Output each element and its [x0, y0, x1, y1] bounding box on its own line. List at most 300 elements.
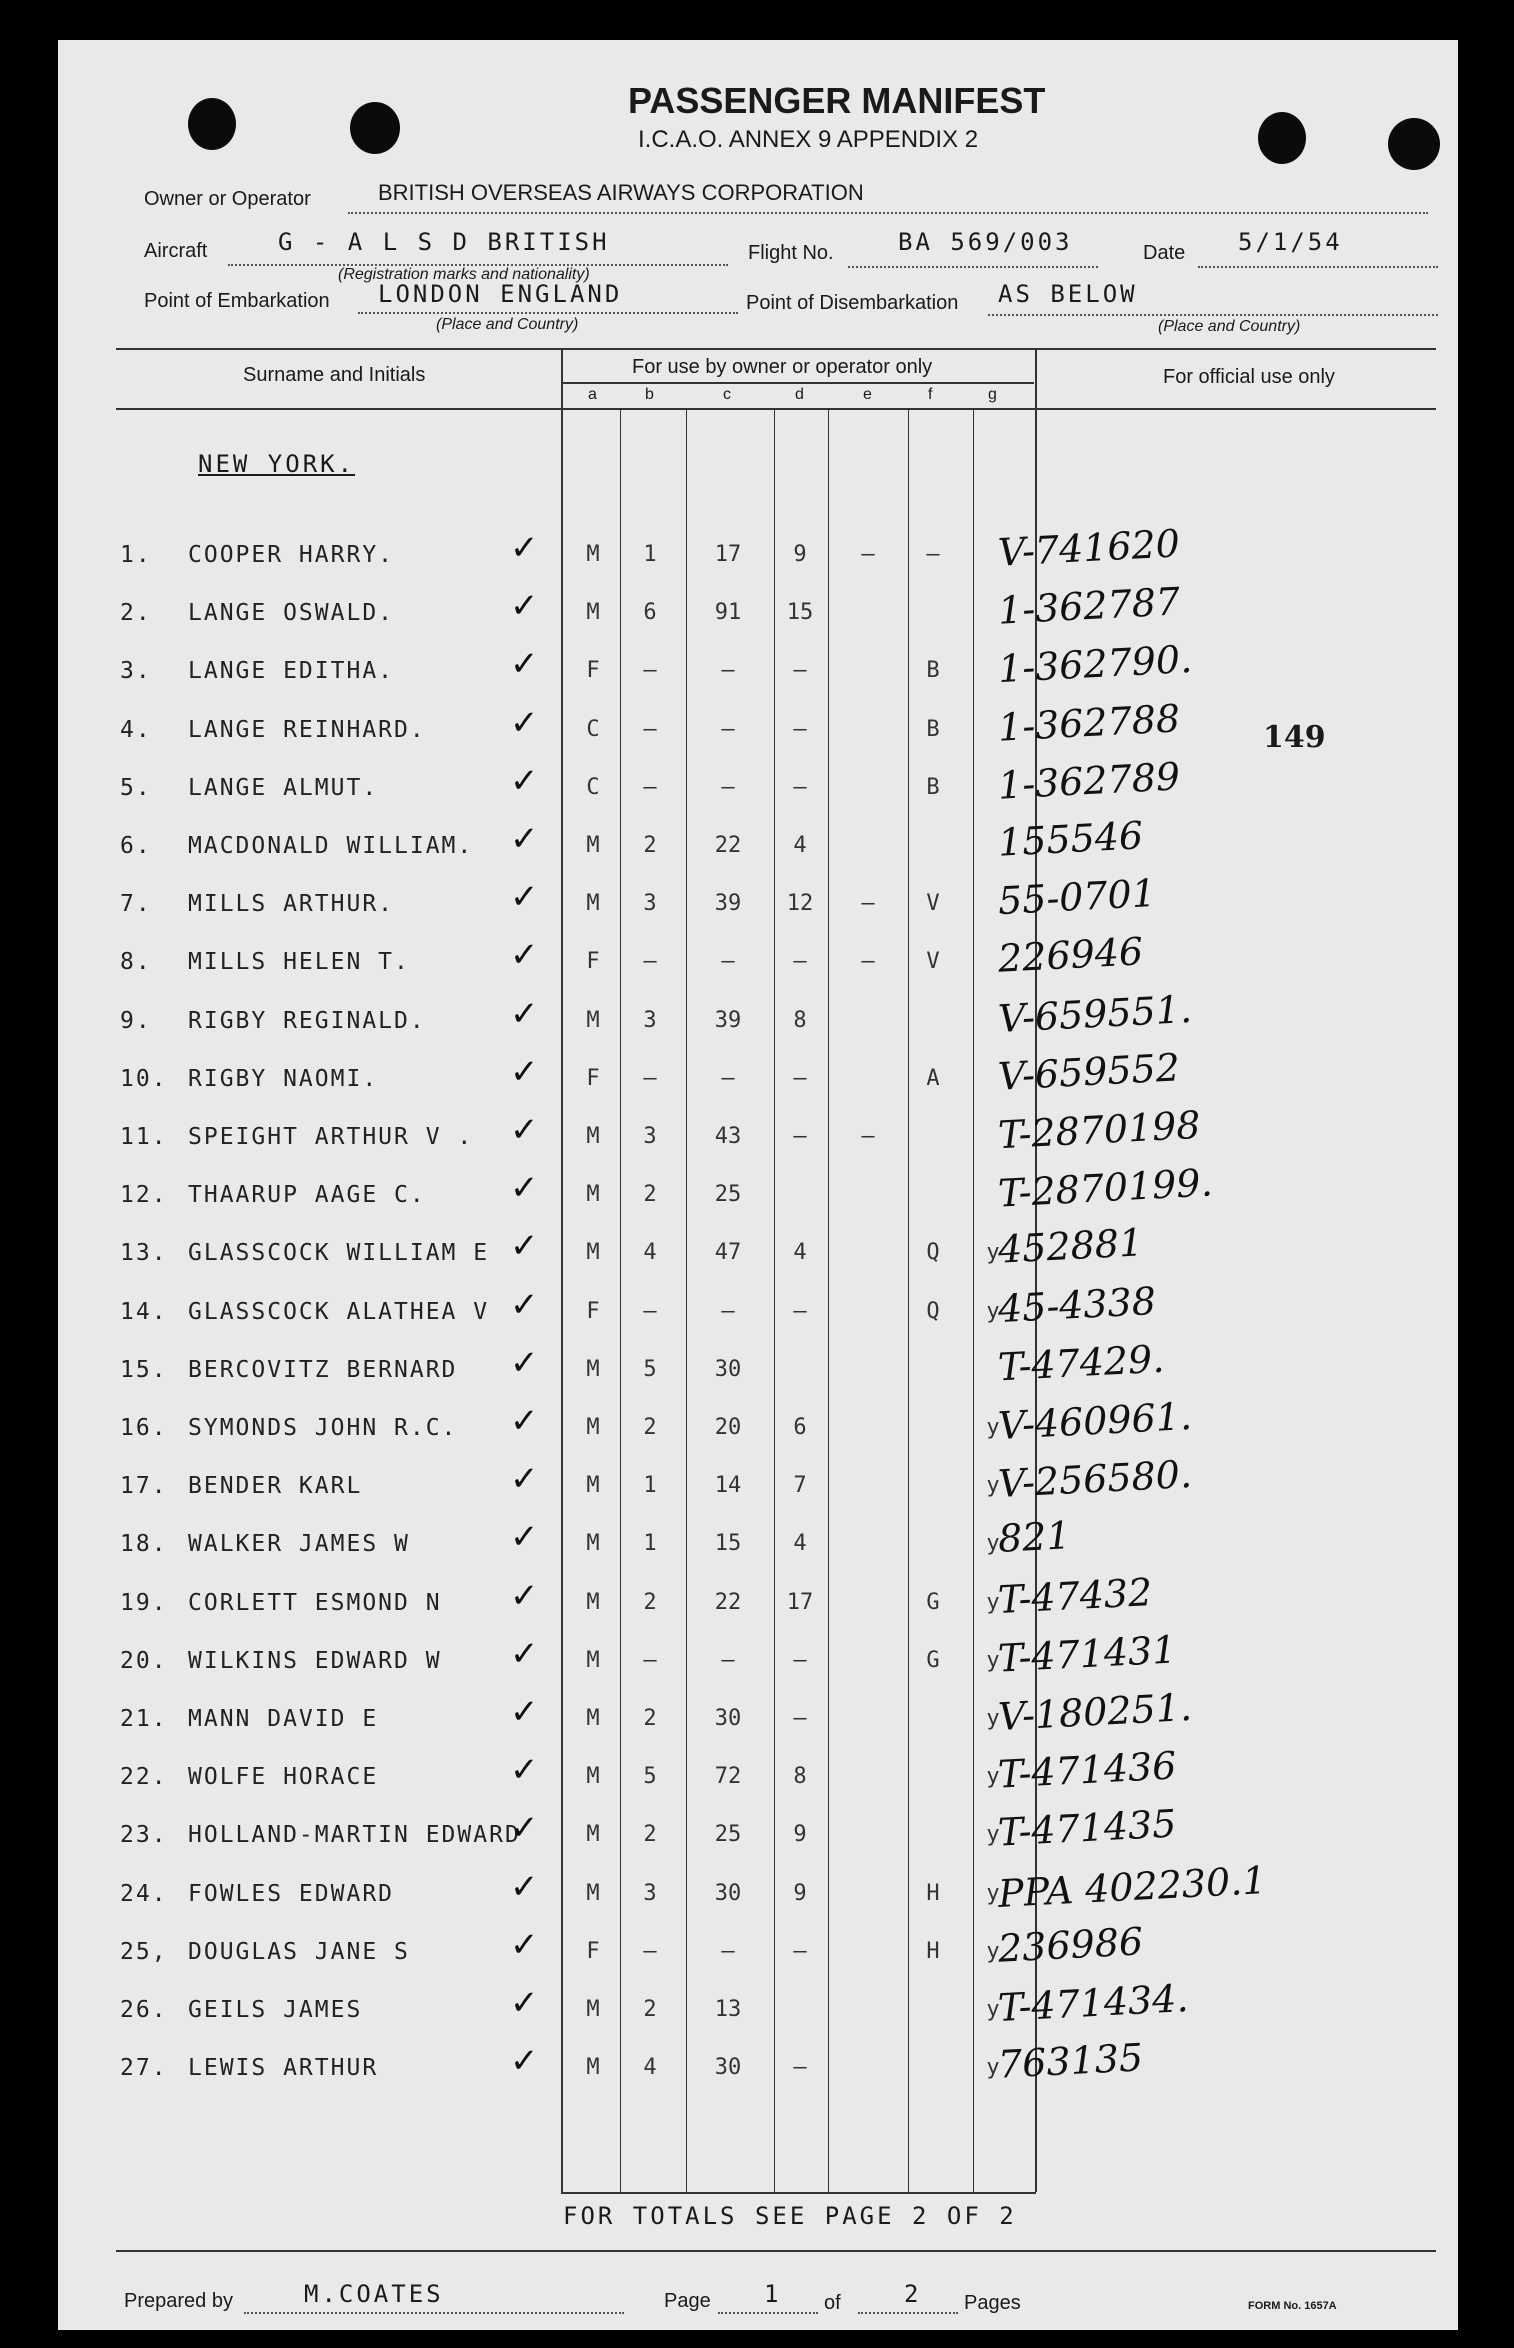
cell-a: M: [586, 1473, 600, 1498]
check-mark: ✓: [510, 644, 539, 684]
cell-a: C: [586, 717, 600, 742]
check-mark: ✓: [510, 2041, 539, 2081]
punch-hole: [1258, 112, 1306, 164]
handwritten-number: T-471431: [996, 1627, 1178, 1681]
embarkation-label: Point of Embarkation: [144, 290, 330, 312]
passenger-name: SPEIGHT ARTHUR V .: [188, 1124, 474, 1150]
destination-label: NEW YORK.: [198, 450, 356, 478]
pages-value: 2: [904, 2280, 922, 2308]
cell-d: –: [793, 717, 807, 742]
handwritten-number: 155546: [996, 813, 1145, 865]
cell-c: 17: [714, 542, 742, 567]
cell-c: 14: [714, 1473, 742, 1498]
prepared-by-dotted-line: [244, 2312, 624, 2314]
column-rule: [686, 410, 687, 2192]
cell-c: –: [721, 717, 735, 742]
cell-g: y: [986, 1648, 1000, 1673]
cell-f: B: [926, 775, 940, 800]
passenger-name: RIGBY NAOMI.: [188, 1066, 379, 1092]
cell-a: M: [586, 1822, 600, 1847]
cell-b: 1: [643, 1473, 657, 1498]
passenger-name: MILLS ARTHUR.: [188, 891, 395, 917]
cell-e: –: [861, 542, 875, 567]
cell-g: y: [986, 1939, 1000, 1964]
passenger-name: HOLLAND-MARTIN EDWARD: [188, 1822, 521, 1848]
cell-d: –: [793, 1939, 807, 1964]
row-number: 4.: [120, 717, 152, 743]
cell-f: H: [926, 1881, 940, 1906]
date-label: Date: [1143, 242, 1186, 264]
handwritten-number: T-471434.: [996, 1976, 1190, 2030]
row-number: 8.: [120, 949, 152, 975]
row-number: 10.: [120, 1066, 168, 1092]
cell-f: Q: [926, 1299, 940, 1324]
disembarkation-value: AS BELOW: [998, 280, 1138, 308]
cell-b: 3: [643, 891, 657, 916]
check-mark: ✓: [510, 1750, 539, 1790]
embarkation-note: (Place and Country): [436, 316, 579, 333]
cell-b: 4: [643, 2055, 657, 2080]
embarkation-value: LONDON ENGLAND: [378, 280, 623, 308]
cell-d: 17: [786, 1590, 814, 1615]
cell-d: 8: [793, 1008, 807, 1033]
cell-c: –: [721, 658, 735, 683]
cell-b: –: [643, 1648, 657, 1673]
cell-b: 6: [643, 600, 657, 625]
check-mark: ✓: [510, 1983, 539, 2023]
row-number: 18.: [120, 1531, 168, 1557]
handwritten-number: T-2870198: [996, 1102, 1202, 1158]
cell-b: 5: [643, 1357, 657, 1382]
cell-a: M: [586, 1590, 600, 1615]
row-number: 1.: [120, 542, 152, 568]
row-number: 13.: [120, 1240, 168, 1266]
header-divider-right: [1035, 348, 1037, 410]
cell-d: 9: [793, 1881, 807, 1906]
cell-d: 9: [793, 1822, 807, 1847]
manifest-sheet: [58, 40, 1458, 2330]
cell-a: M: [586, 600, 600, 625]
handwritten-number: V-659552: [996, 1045, 1181, 1099]
cell-c: 43: [714, 1124, 742, 1149]
cell-a: M: [586, 1706, 600, 1731]
handwritten-number: 1-362788: [996, 696, 1182, 750]
cell-a: M: [586, 1764, 600, 1789]
check-mark: ✓: [510, 528, 539, 568]
cell-f: A: [926, 1066, 940, 1091]
sub-column-g: g: [988, 386, 997, 403]
handwritten-number: V-741620: [996, 521, 1181, 575]
cell-c: 25: [714, 1182, 742, 1207]
disembarkation-label: Point of Disembarkation: [746, 292, 959, 314]
cell-g: y: [986, 1764, 1000, 1789]
column-rule: [561, 410, 563, 2192]
row-number: 14.: [120, 1299, 168, 1325]
owner-subheader-rule: [562, 382, 1034, 384]
aircraft-value: G - A L S D BRITISH: [278, 228, 610, 256]
check-mark: ✓: [510, 1634, 539, 1674]
pages-label: Pages: [964, 2292, 1021, 2314]
cell-b: –: [643, 658, 657, 683]
cell-a: M: [586, 1648, 600, 1673]
handwritten-number: 452881: [996, 1220, 1145, 1272]
passenger-name: COOPER HARRY.: [188, 542, 395, 568]
disembarkation-dotted-line: [988, 314, 1438, 316]
cell-b: 2: [643, 1822, 657, 1847]
cell-c: 30: [714, 1706, 742, 1731]
cell-g: y: [986, 1881, 1000, 1906]
passenger-name: DOUGLAS JANE S: [188, 1939, 410, 1965]
cell-b: –: [643, 1299, 657, 1324]
cell-b: 2: [643, 833, 657, 858]
cell-c: 91: [714, 600, 742, 625]
cell-g: y: [986, 1997, 1000, 2022]
cell-c: 72: [714, 1764, 742, 1789]
check-mark: ✓: [510, 1343, 539, 1383]
row-number: 6.: [120, 833, 152, 859]
cell-a: M: [586, 2055, 600, 2080]
check-mark: ✓: [510, 1168, 539, 1208]
check-mark: ✓: [510, 1110, 539, 1150]
handwritten-number: V-180251.: [996, 1684, 1193, 1740]
cell-c: 30: [714, 2055, 742, 2080]
passenger-name: RIGBY REGINALD.: [188, 1008, 426, 1034]
passenger-name: MILLS HELEN T.: [188, 949, 410, 975]
punch-hole: [1388, 118, 1440, 170]
check-mark: ✓: [510, 1052, 539, 1092]
cell-c: 22: [714, 833, 742, 858]
punch-hole: [350, 102, 400, 154]
col-owner-header: For use by owner or operator only: [632, 356, 933, 378]
cell-f: B: [926, 717, 940, 742]
row-number: 15.: [120, 1357, 168, 1383]
column-rule: [620, 410, 621, 2192]
cell-b: 2: [643, 1415, 657, 1440]
cell-c: 30: [714, 1357, 742, 1382]
handwritten-number: 226946: [996, 929, 1145, 981]
cell-b: 2: [643, 1590, 657, 1615]
check-mark: ✓: [510, 994, 539, 1034]
sub-column-b: b: [645, 386, 654, 403]
stamp-number: 149: [1263, 720, 1326, 755]
cell-c: –: [721, 1299, 735, 1324]
sub-column-e: e: [863, 386, 872, 403]
cell-d: –: [793, 1299, 807, 1324]
handwritten-number: 45-4338: [996, 1278, 1157, 1332]
check-mark: ✓: [510, 819, 539, 859]
cell-a: M: [586, 1415, 600, 1440]
cell-g: y: [986, 1822, 1000, 1847]
passenger-name: LANGE OSWALD.: [188, 600, 395, 626]
passenger-name: WOLFE HORACE: [188, 1764, 379, 1790]
totals-note: FOR TOTALS SEE PAGE 2 OF 2: [563, 2202, 1017, 2230]
cell-c: 30: [714, 1881, 742, 1906]
cell-b: –: [643, 1066, 657, 1091]
totals-bottom-rule: [116, 2250, 1436, 2252]
embarkation-dotted-line: [358, 312, 738, 314]
cell-d: –: [793, 1066, 807, 1091]
cell-a: M: [586, 1357, 600, 1382]
cell-g: y: [986, 1531, 1000, 1556]
form-number: FORM No. 1657A: [1248, 2300, 1337, 2312]
handwritten-number: V-256580.: [996, 1451, 1193, 1507]
cell-c: –: [721, 1648, 735, 1673]
cell-g: y: [986, 2055, 1000, 2080]
cell-g: y: [986, 1473, 1000, 1498]
row-number: 5.: [120, 775, 152, 801]
check-mark: ✓: [510, 761, 539, 801]
cell-d: 9: [793, 542, 807, 567]
cell-d: –: [793, 658, 807, 683]
table-top-rule: [116, 348, 1436, 350]
cell-d: 6: [793, 1415, 807, 1440]
sub-column-a: a: [588, 386, 597, 403]
check-mark: ✓: [510, 1517, 539, 1557]
passenger-name: FOWLES EDWARD: [188, 1881, 395, 1907]
cell-b: 4: [643, 1240, 657, 1265]
aircraft-label: Aircraft: [144, 240, 208, 262]
handwritten-number: 55-0701: [996, 870, 1157, 924]
passenger-name: THAARUP AAGE C.: [188, 1182, 426, 1208]
cell-d: 4: [793, 1531, 807, 1556]
row-number: 9.: [120, 1008, 152, 1034]
row-number: 22.: [120, 1764, 168, 1790]
passenger-name: BENDER KARL: [188, 1473, 363, 1499]
column-rule: [908, 410, 909, 2192]
cell-c: 39: [714, 1008, 742, 1033]
cell-c: 20: [714, 1415, 742, 1440]
row-number: 19.: [120, 1590, 168, 1616]
cell-a: M: [586, 1182, 600, 1207]
handwritten-number: T-47429.: [996, 1336, 1166, 1390]
cell-d: –: [793, 1706, 807, 1731]
cell-a: F: [586, 1939, 600, 1964]
passenger-name: CORLETT ESMOND N: [188, 1590, 442, 1616]
col-official-header: For official use only: [1163, 366, 1335, 388]
cell-a: F: [586, 1066, 600, 1091]
handwritten-number: 1-362789: [996, 754, 1182, 808]
cell-a: M: [586, 542, 600, 567]
table-header-bottom-rule: [116, 408, 1436, 410]
cell-c: 47: [714, 1240, 742, 1265]
prepared-by-value: M.COATES: [304, 2280, 444, 2308]
cell-g: y: [986, 1590, 1000, 1615]
disembarkation-note: (Place and Country): [1158, 318, 1301, 335]
header-divider-left: [561, 348, 563, 410]
row-number: 26.: [120, 1997, 168, 2023]
passenger-name: LANGE REINHARD.: [188, 717, 426, 743]
date-value: 5/1/54: [1238, 228, 1343, 256]
flight-dotted-line: [848, 266, 1098, 268]
passenger-name: MACDONALD WILLIAM.: [188, 833, 474, 859]
cell-d: –: [793, 2055, 807, 2080]
passenger-name: GLASSCOCK ALATHEA V: [188, 1299, 490, 1325]
cell-e: –: [861, 891, 875, 916]
cell-d: –: [793, 949, 807, 974]
handwritten-number: T-471435: [996, 1801, 1178, 1855]
registration-note: (Registration marks and nationality): [338, 266, 590, 283]
cell-a: F: [586, 1299, 600, 1324]
column-rule: [828, 410, 829, 2192]
check-mark: ✓: [510, 1226, 539, 1266]
row-number: 7.: [120, 891, 152, 917]
cell-b: –: [643, 775, 657, 800]
handwritten-number: 1-362787: [996, 579, 1182, 633]
handwritten-number: 1-362790.: [996, 636, 1194, 692]
flight-value: BA 569/003: [898, 228, 1073, 256]
of-label: of: [824, 2292, 841, 2314]
column-rule: [774, 410, 775, 2192]
cell-g: y: [986, 1299, 1000, 1324]
cell-c: –: [721, 1939, 735, 1964]
cell-e: –: [861, 1124, 875, 1149]
row-number: 11.: [120, 1124, 168, 1150]
cell-d: 4: [793, 1240, 807, 1265]
check-mark: ✓: [510, 1459, 539, 1499]
page-title: PASSENGER MANIFEST: [628, 80, 1046, 121]
cell-b: 5: [643, 1764, 657, 1789]
cell-f: –: [926, 542, 940, 567]
cell-a: M: [586, 1881, 600, 1906]
handwritten-number: T-47432: [996, 1569, 1154, 1623]
cell-f: B: [926, 658, 940, 683]
cell-a: C: [586, 775, 600, 800]
cell-b: 3: [643, 1881, 657, 1906]
cell-c: 22: [714, 1590, 742, 1615]
cell-a: M: [586, 891, 600, 916]
row-number: 17.: [120, 1473, 168, 1499]
cell-f: Q: [926, 1240, 940, 1265]
cell-d: –: [793, 1648, 807, 1673]
handwritten-number: T-471436: [996, 1743, 1178, 1797]
check-mark: ✓: [510, 877, 539, 917]
row-number: 27.: [120, 2055, 168, 2081]
owner-label: Owner or Operator: [144, 188, 311, 210]
row-number: 3.: [120, 658, 152, 684]
cell-b: 2: [643, 1997, 657, 2022]
row-number: 12.: [120, 1182, 168, 1208]
passenger-name: MANN DAVID E: [188, 1706, 379, 1732]
cell-a: M: [586, 1124, 600, 1149]
check-mark: ✓: [510, 703, 539, 743]
passenger-name: BERCOVITZ BERNARD: [188, 1357, 458, 1383]
cell-a: M: [586, 1008, 600, 1033]
passenger-name: SYMONDS JOHN R.C.: [188, 1415, 458, 1441]
cell-d: –: [793, 775, 807, 800]
punch-hole: [188, 98, 236, 150]
cell-d: 4: [793, 833, 807, 858]
flight-label: Flight No.: [748, 242, 834, 264]
passenger-name: GEILS JAMES: [188, 1997, 363, 2023]
cell-g: y: [986, 1240, 1000, 1265]
cell-b: –: [643, 949, 657, 974]
cell-b: –: [643, 1939, 657, 1964]
sub-column-c: c: [723, 386, 731, 403]
cell-f: H: [926, 1939, 940, 1964]
totals-top-rule: [561, 2192, 1036, 2194]
cell-d: 12: [786, 891, 814, 916]
cell-f: V: [926, 949, 940, 974]
cell-c: 15: [714, 1531, 742, 1556]
cell-g: y: [986, 1415, 1000, 1440]
cell-b: 1: [643, 542, 657, 567]
cell-d: 7: [793, 1473, 807, 1498]
owner-dotted-line: [348, 212, 1428, 214]
cell-b: 1: [643, 1531, 657, 1556]
cell-e: –: [861, 949, 875, 974]
cell-c: 25: [714, 1822, 742, 1847]
cell-b: 3: [643, 1124, 657, 1149]
owner-value: BRITISH OVERSEAS AIRWAYS CORPORATION: [378, 180, 864, 205]
cell-b: 2: [643, 1706, 657, 1731]
passenger-name: WILKINS EDWARD W: [188, 1648, 442, 1674]
check-mark: ✓: [510, 1692, 539, 1732]
handwritten-number: V-659551.: [996, 986, 1193, 1042]
cell-d: 8: [793, 1764, 807, 1789]
pages-dotted-line: [858, 2312, 958, 2314]
passenger-name: GLASSCOCK WILLIAM E: [188, 1240, 490, 1266]
row-number: 21.: [120, 1706, 168, 1732]
handwritten-number: 763135: [996, 2035, 1145, 2087]
col-surname-header: Surname and Initials: [243, 364, 426, 386]
handwritten-number: PPA 402230.1: [997, 1858, 1268, 1916]
cell-a: M: [586, 1997, 600, 2022]
check-mark: ✓: [510, 1867, 539, 1907]
check-mark: ✓: [510, 935, 539, 975]
cell-a: M: [586, 1240, 600, 1265]
row-number: 16.: [120, 1415, 168, 1441]
check-mark: ✓: [510, 1808, 539, 1848]
page-value: 1: [764, 2280, 782, 2308]
cell-a: F: [586, 949, 600, 974]
cell-a: F: [586, 658, 600, 683]
check-mark: ✓: [510, 1576, 539, 1616]
cell-f: G: [926, 1648, 940, 1673]
handwritten-number: 821: [996, 1513, 1072, 1561]
cell-c: –: [721, 1066, 735, 1091]
cell-b: –: [643, 717, 657, 742]
row-number: 24.: [120, 1881, 168, 1907]
row-number: 2.: [120, 600, 152, 626]
cell-f: G: [926, 1590, 940, 1615]
cell-c: 39: [714, 891, 742, 916]
row-number: 23.: [120, 1822, 168, 1848]
cell-a: M: [586, 1531, 600, 1556]
cell-b: 2: [643, 1182, 657, 1207]
cell-d: 15: [786, 600, 814, 625]
cell-d: –: [793, 1124, 807, 1149]
page-subtitle: I.C.A.O. ANNEX 9 APPENDIX 2: [638, 126, 979, 153]
passenger-name: WALKER JAMES W: [188, 1531, 410, 1557]
check-mark: ✓: [510, 586, 539, 626]
cell-c: –: [721, 949, 735, 974]
date-dotted-line: [1198, 266, 1438, 268]
cell-f: V: [926, 891, 940, 916]
handwritten-number: T-2870199.: [996, 1160, 1214, 1216]
handwritten-number: 236986: [996, 1919, 1145, 1971]
page-label: Page: [664, 2290, 711, 2312]
passenger-name: LEWIS ARTHUR: [188, 2055, 379, 2081]
sub-column-d: d: [795, 386, 804, 403]
passenger-name: LANGE EDITHA.: [188, 658, 395, 684]
cell-b: 3: [643, 1008, 657, 1033]
check-mark: ✓: [510, 1285, 539, 1325]
page-dotted-line: [718, 2312, 818, 2314]
sub-column-f: f: [928, 386, 933, 403]
row-number: 25,: [120, 1939, 168, 1965]
passenger-name: LANGE ALMUT.: [188, 775, 379, 801]
cell-a: M: [586, 833, 600, 858]
